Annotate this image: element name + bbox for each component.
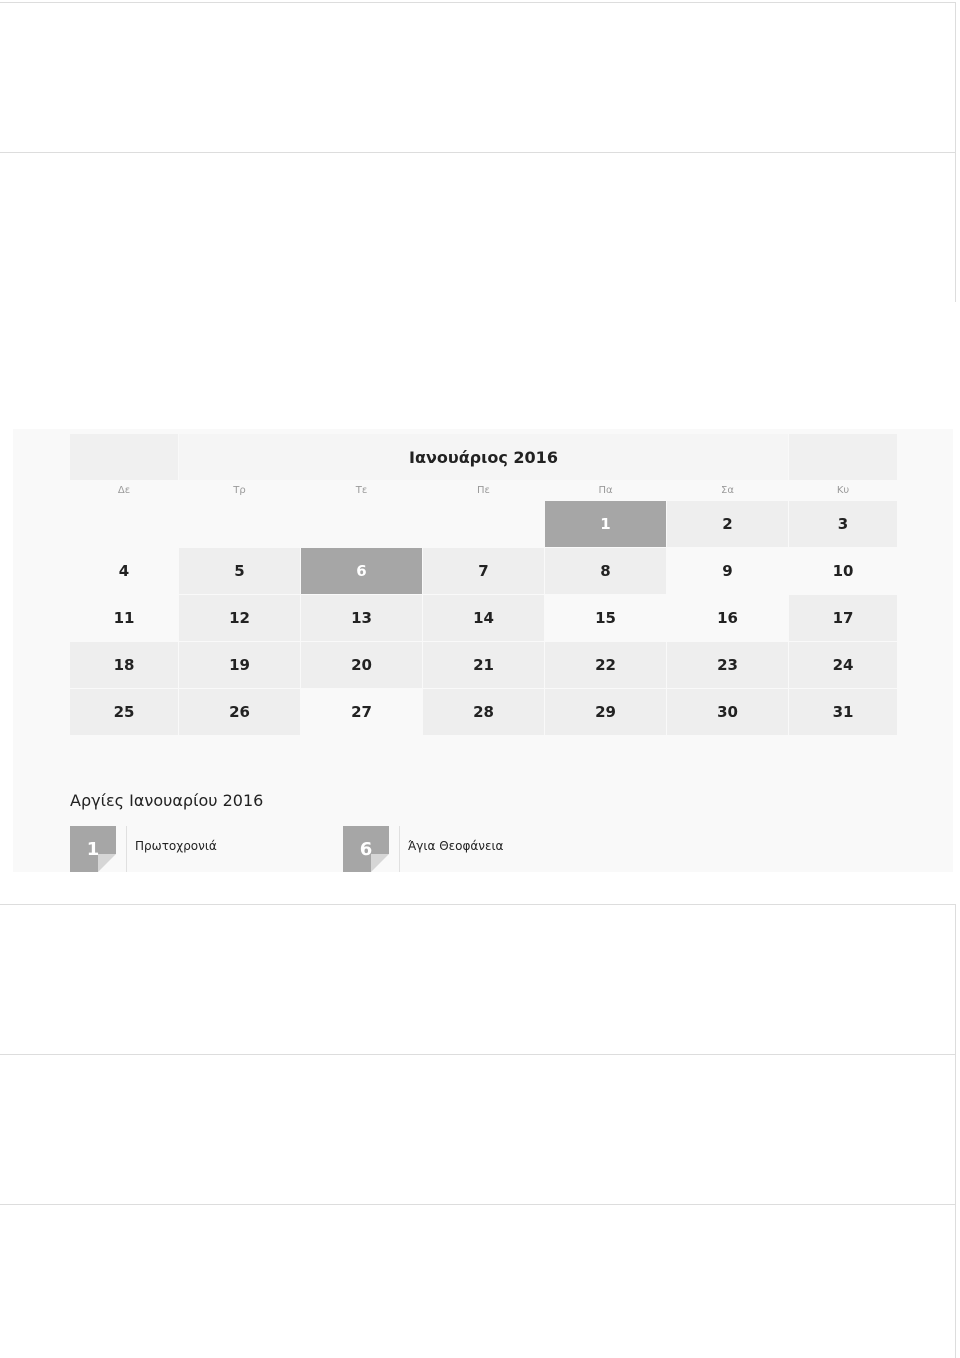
holidays-title: Αργίες Ιανουαρίου 2016 <box>70 791 264 810</box>
page-fold-icon <box>371 854 389 872</box>
day-cell[interactable]: 11 <box>113 609 135 627</box>
day-cell[interactable]: 5 <box>179 548 300 594</box>
day-cell[interactable]: 24 <box>789 642 897 688</box>
day-cell[interactable]: 7 <box>423 548 544 594</box>
day-cell[interactable]: 23 <box>667 642 788 688</box>
day-cell[interactable]: 14 <box>423 595 544 641</box>
day-cell[interactable]: 22 <box>545 642 666 688</box>
day-cell[interactable]: 27 <box>351 703 372 721</box>
empty-frame-row <box>0 2 956 152</box>
day-cell[interactable]: 15 <box>595 609 616 627</box>
day-cell[interactable]: 19 <box>179 642 300 688</box>
day-cell[interactable]: 10 <box>832 562 854 580</box>
next-month-button[interactable] <box>789 434 897 480</box>
empty-frame-row <box>0 152 956 302</box>
day-cell[interactable]: 18 <box>70 642 178 688</box>
weekday-label: Κυ <box>836 485 850 496</box>
day-cell[interactable]: 21 <box>423 642 544 688</box>
month-title: Ιανουάριος 2016 <box>179 434 788 480</box>
day-cell[interactable]: 4 <box>118 562 130 580</box>
empty-day-cell <box>301 501 422 547</box>
holiday-item <box>343 826 503 872</box>
day-cell[interactable]: 13 <box>301 595 422 641</box>
empty-frame-row <box>0 1204 956 1358</box>
holiday-name: Πρωτοχρονιά <box>135 839 217 853</box>
weekday-label: Δε <box>117 485 131 496</box>
divider <box>126 826 127 872</box>
previous-month-button[interactable] <box>70 434 178 480</box>
empty-frame-row <box>0 904 956 1054</box>
empty-day-cell <box>179 501 300 547</box>
weekday-header <box>70 480 897 501</box>
day-cell[interactable]: 8 <box>545 548 666 594</box>
holiday-day-number: 1 <box>86 838 100 860</box>
holiday-name: Άγια Θεοφάνεια <box>408 839 504 853</box>
day-cell[interactable]: 25 <box>70 689 178 735</box>
day-cell[interactable]: 9 <box>722 562 733 580</box>
holiday-day-badge <box>70 826 116 872</box>
divider <box>399 826 400 872</box>
day-cell[interactable]: 26 <box>179 689 300 735</box>
calendar <box>70 434 897 735</box>
holiday-day-badge <box>343 826 389 872</box>
day-cell-holiday[interactable]: 6 <box>301 548 422 594</box>
day-cell[interactable]: 20 <box>301 642 422 688</box>
day-grid <box>70 501 897 735</box>
day-cell[interactable]: 29 <box>545 689 666 735</box>
day-cell[interactable]: 2 <box>667 501 788 547</box>
day-cell-holiday[interactable]: 1 <box>545 501 666 547</box>
day-cell[interactable]: 12 <box>179 595 300 641</box>
day-cell[interactable]: 16 <box>717 609 738 627</box>
weekday-label: Τε <box>355 485 368 496</box>
day-cell[interactable]: 28 <box>423 689 544 735</box>
empty-day-cell <box>70 501 178 547</box>
weekday-label: Σα <box>721 485 734 496</box>
calendar-header <box>70 434 897 480</box>
day-cell[interactable]: 17 <box>789 595 897 641</box>
page-fold-icon <box>98 854 116 872</box>
empty-frame-row <box>0 1054 956 1204</box>
weekday-label: Πε <box>477 485 490 496</box>
holiday-day-number: 6 <box>359 838 373 860</box>
day-cell[interactable]: 31 <box>789 689 897 735</box>
weekday-label: Πα <box>598 485 613 496</box>
weekday-label: Τρ <box>233 485 246 496</box>
day-cell[interactable]: 3 <box>789 501 897 547</box>
calendar-panel <box>13 429 953 872</box>
holiday-item <box>70 826 217 872</box>
empty-day-cell <box>423 501 544 547</box>
day-cell[interactable]: 30 <box>667 689 788 735</box>
